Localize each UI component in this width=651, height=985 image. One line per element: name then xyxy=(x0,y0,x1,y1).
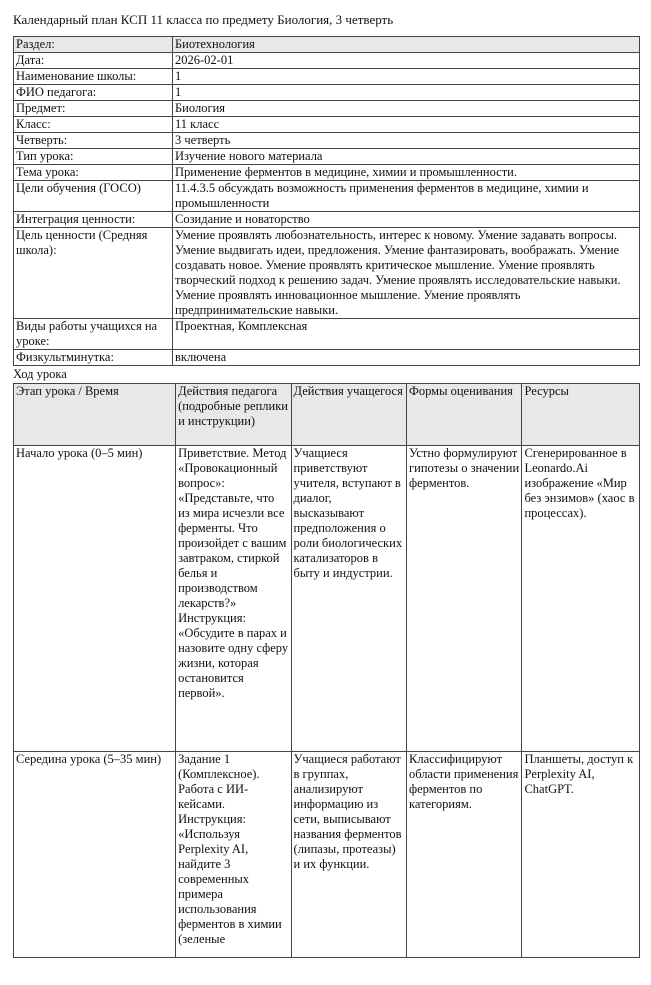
cell-resources: Сгенерированное в Leonardo.Ai изображение «Мир без энзимов» (хаос в процессах). xyxy=(522,446,640,752)
cell-stage: Начало урока (0–5 мин) xyxy=(14,446,176,752)
info-row xyxy=(14,133,640,149)
header-teacher: Действия педагога (подробные реплики и инструкции) xyxy=(176,384,291,446)
info-label: Наименование школы: xyxy=(14,69,173,85)
info-label: Предмет: xyxy=(14,101,173,117)
info-value: Изучение нового материала xyxy=(173,149,640,165)
info-value: 11.4.3.5 обсуждать возможность применения ферментов в медицине, химии и промышленности xyxy=(173,181,640,212)
info-table xyxy=(13,36,640,366)
info-row xyxy=(14,350,640,366)
info-row xyxy=(14,101,640,117)
lesson-header-row xyxy=(14,384,640,446)
info-row xyxy=(14,69,640,85)
header-stage: Этап урока / Время xyxy=(14,384,176,446)
info-label: Четверть: xyxy=(14,133,173,149)
info-row xyxy=(14,212,640,228)
lesson-heading: Ход урока xyxy=(13,367,67,381)
cell-teacher: Приветствие. Метод «Провокационный вопрос»: «Представьте, что из мира исчезли все ферменты. Что произойдет с вашим завтраком, стиркой белья и производством лекарств?» Инструкция: «Обсудите в парах и назовите одну сферу жизни, которая остановится первой». xyxy=(176,446,291,752)
cell-student: Учащиеся работают в группах, анализируют информацию из сети, выписывают названия ферментов (липазы, протеазы) и их функции. xyxy=(291,752,406,958)
header-resources: Ресурсы xyxy=(522,384,640,446)
info-row xyxy=(14,149,640,165)
document-title: Календарный план КСП 11 класса по предмету Биология, 3 четверть xyxy=(13,12,394,27)
info-value: 1 xyxy=(173,69,640,85)
info-label: Дата: xyxy=(14,53,173,69)
info-value: Биология xyxy=(173,101,640,117)
info-row xyxy=(14,117,640,133)
info-label: Тип урока: xyxy=(14,149,173,165)
info-label: Тема урока: xyxy=(14,165,173,181)
cell-stage: Середина урока (5–35 мин) xyxy=(14,752,176,958)
info-value: 2026-02-01 xyxy=(173,53,640,69)
info-value: Проектная, Комплексная xyxy=(173,319,640,350)
info-row xyxy=(14,37,640,53)
info-row xyxy=(14,319,640,350)
info-row xyxy=(14,53,640,69)
info-label: Раздел: xyxy=(14,37,173,53)
info-value: включена xyxy=(173,350,640,366)
info-row xyxy=(14,85,640,101)
cell-student: Учащиеся приветствуют учителя, вступают в диалог, высказывают предположения о роли биологических катализаторов в быту и индустрии. xyxy=(291,446,406,752)
lesson-row-middle xyxy=(14,752,640,958)
cell-teacher: Задание 1 (Комплексное). Работа с ИИ-кейсами. Инструкция: «Используя Perplexity AI, найдите 3 современных примера использования ферментов в химии (зеленые xyxy=(176,752,291,958)
info-row xyxy=(14,165,640,181)
info-value: Биотехнология xyxy=(173,37,640,53)
info-value: 11 класс xyxy=(173,117,640,133)
info-label: Физкультминутка: xyxy=(14,350,173,366)
info-row xyxy=(14,181,640,212)
info-value: Созидание и новаторство xyxy=(173,212,640,228)
header-student: Действия учащегося xyxy=(291,384,406,446)
info-label: Виды работы учащихся на уроке: xyxy=(14,319,173,350)
cell-assessment: Классифицируют области применения ферментов по категориям. xyxy=(407,752,522,958)
info-value: Умение проявлять любознательность, интерес к новому. Умение задавать вопросы. Умение выдвигать идеи, предложения. Умение фантазировать, воображать. Умение создавать новое. Умение проявлять критическое мышление. Умение проявлять творческий подход к решению задач. Умение проявлять исследовательские навыки. Умение проявлять инновационное мышление. Умение проявлять предпринимательские навыки. xyxy=(173,228,640,319)
info-value: Применение ферментов в медицине, химии и промышленности. xyxy=(173,165,640,181)
info-label: Цель ценности (Средняя школа): xyxy=(14,228,173,319)
header-assessment: Формы оценивания xyxy=(407,384,522,446)
document-page xyxy=(13,11,640,958)
info-label: Интеграция ценности: xyxy=(14,212,173,228)
lesson-row-start xyxy=(14,446,640,752)
info-value: 3 четверть xyxy=(173,133,640,149)
info-label: Цели обучения (ГОСО) xyxy=(14,181,173,212)
info-label: Класс: xyxy=(14,117,173,133)
cell-resources: Планшеты, доступ к Perplexity AI, ChatGPT. xyxy=(522,752,640,958)
info-value: 1 xyxy=(173,85,640,101)
lesson-table xyxy=(13,383,640,958)
info-label: ФИО педагога: xyxy=(14,85,173,101)
info-row xyxy=(14,228,640,319)
cell-assessment: Устно формулируют гипотезы о значении ферментов. xyxy=(407,446,522,752)
